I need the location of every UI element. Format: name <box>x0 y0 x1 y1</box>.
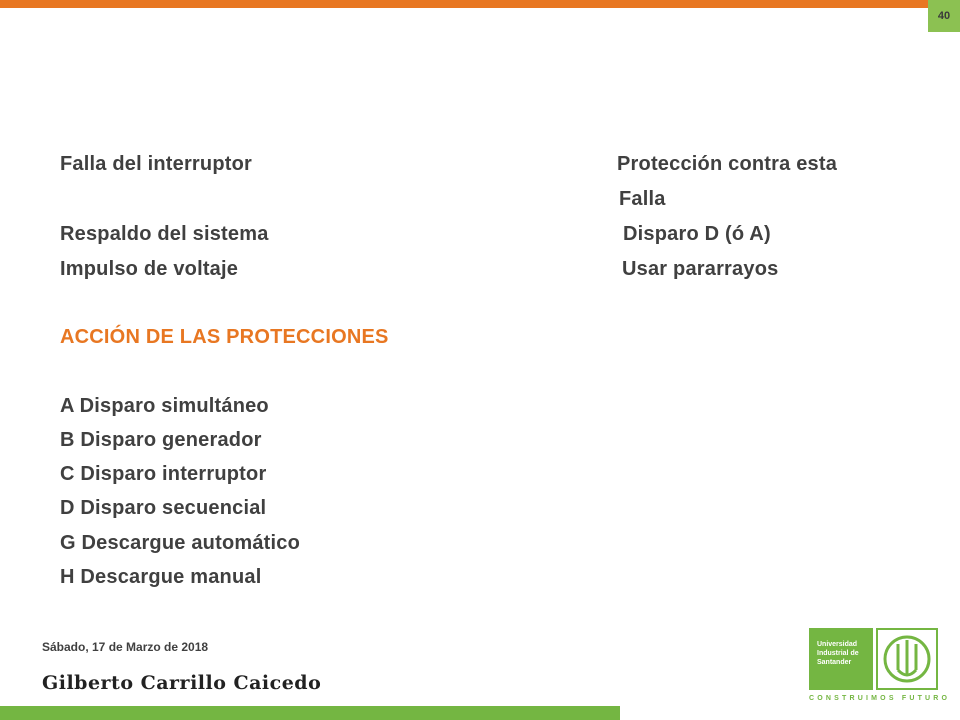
right-text-pararrayos: Usar pararrayos <box>622 258 779 280</box>
action-item: D Disparo secuencial <box>60 497 267 519</box>
university-logo-text-block <box>809 628 873 690</box>
section-heading: ACCIÓN DE LAS PROTECCIONES <box>60 326 389 348</box>
logo-line: Universidad <box>817 641 858 648</box>
top-accent-bar <box>0 0 960 8</box>
right-text-disparo: Disparo D (ó A) <box>623 223 771 245</box>
action-item: B Disparo generador <box>60 429 262 451</box>
logo-tagline: CONSTRUIMOS FUTURO <box>809 695 951 702</box>
left-text-impulso: Impulso de voltaje <box>60 258 239 280</box>
action-item: H Descargue manual <box>60 566 262 588</box>
left-text-falla-interruptor: Falla del interruptor <box>60 153 253 175</box>
page-number-badge: 40 <box>928 0 960 32</box>
left-text-respaldo: Respaldo del sistema <box>60 223 269 245</box>
footer-author: Gilberto Carrillo Caicedo <box>42 672 322 694</box>
footer-date: Sábado, 17 de Marzo de 2018 <box>42 640 209 654</box>
right-text-falla: Falla <box>619 188 666 210</box>
action-item: C Disparo interruptor <box>60 463 267 485</box>
university-logo-mark-icon <box>876 628 938 690</box>
bottom-accent-bar <box>0 706 620 720</box>
logo-line: Industrial de <box>817 650 859 657</box>
action-item: A Disparo simultáneo <box>60 395 269 417</box>
right-text-proteccion: Protección contra esta <box>617 153 838 175</box>
logo-line: Santander <box>817 659 852 666</box>
action-item: G Descargue automático <box>60 532 301 554</box>
